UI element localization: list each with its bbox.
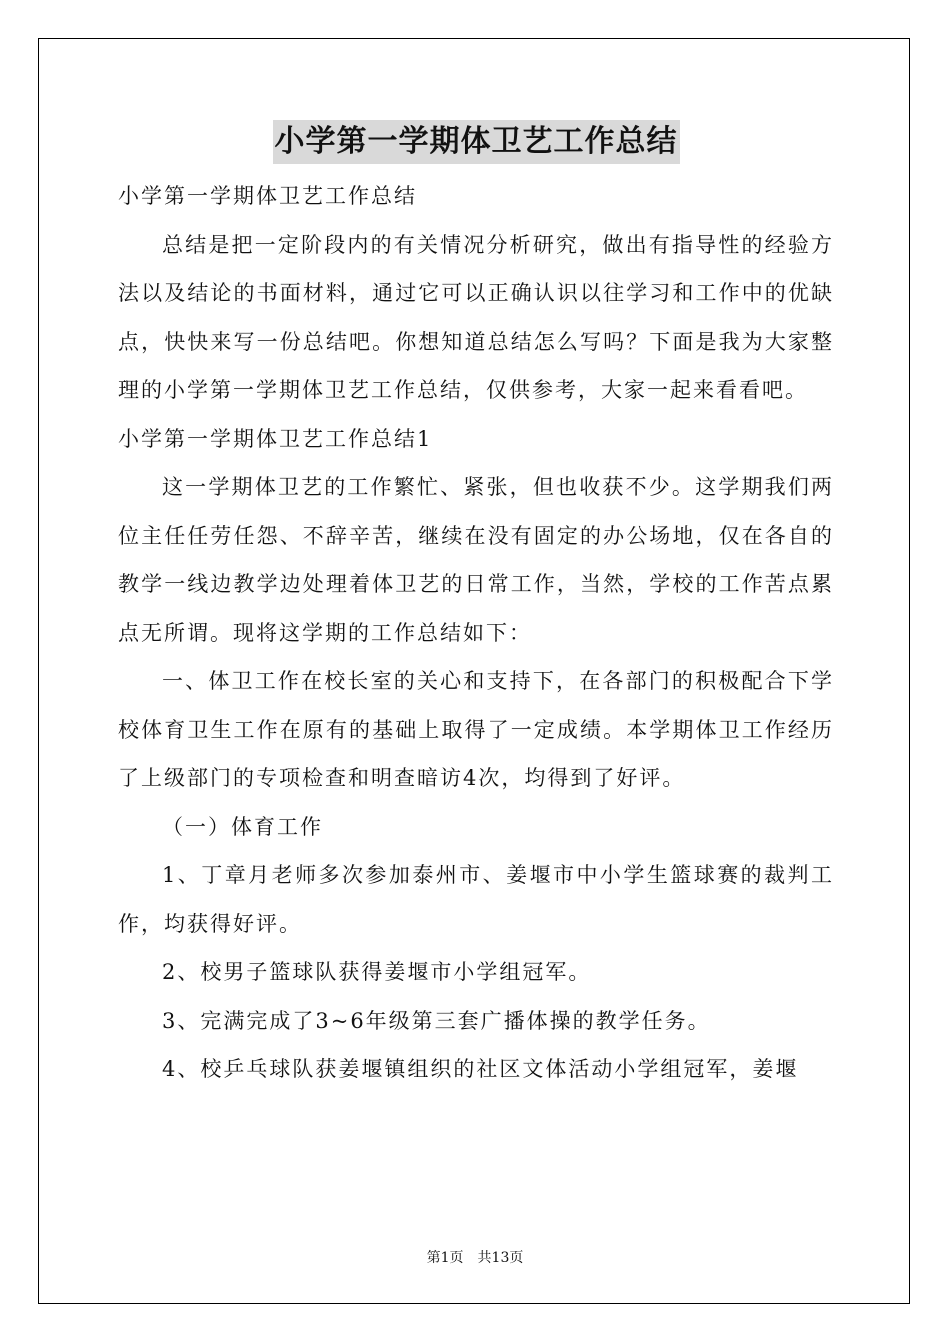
paragraph: 小学第一学期体卫艺工作总结1 (118, 426, 433, 451)
paragraph: 一、体卫工作在校长室的关心和支持下，在各部门的积极配合下学校体育卫生工作在原有的基础上取得了一定成绩。本学期体卫工作经历了上级部门的专项检查和明查暗访4次，均得到了好评。 (118, 669, 834, 790)
document-body (118, 120, 834, 1094)
paragraph: 总结是把一定阶段内的有关情况分析研究，做出有指导性的经验方法以及结论的书面材料，通过它可以正确认识以往学习和工作中的优缺点，快快来写一份总结吧。你想知道总结怎么写吗？下面是我为大家整理的小学第一学期体卫艺工作总结，仅供参考，大家一起来看看吧。 (118, 232, 834, 402)
paragraph: 1、丁章月老师多次参加泰州市、姜堰市中小学生篮球赛的裁判工作，均获得好评。 (118, 863, 834, 936)
paragraph-list (118, 172, 834, 1094)
paragraph: 4、校乒乓球队获姜堰镇组织的社区文体活动小学组冠军，姜堰 (162, 1057, 799, 1081)
title-container (118, 120, 834, 164)
paragraph: 3、完满完成了3~6年级第三套广播体操的教学任务。 (162, 1008, 711, 1033)
paragraph: 这一学期体卫艺的工作繁忙、紧张，但也收获不少。这学期我们两位主任任劳任怨、不辞辛苦，继续在没有固定的办公场地，仅在各自的教学一线边教学边处理着体卫艺的日常工作，当然，学校的工作苦点累点无所谓。现将这学期的工作总结如下： (118, 475, 834, 645)
page-footer: 第1页 共13页 (426, 1250, 524, 1266)
document-title: 小学第一学期体卫艺工作总结 (273, 120, 680, 164)
paragraph: 小学第一学期体卫艺工作总结 (118, 184, 417, 208)
paragraph: （一）体育工作 (162, 814, 323, 839)
paragraph: 2、校男子篮球队获得姜堰市小学组冠军。 (162, 960, 592, 984)
